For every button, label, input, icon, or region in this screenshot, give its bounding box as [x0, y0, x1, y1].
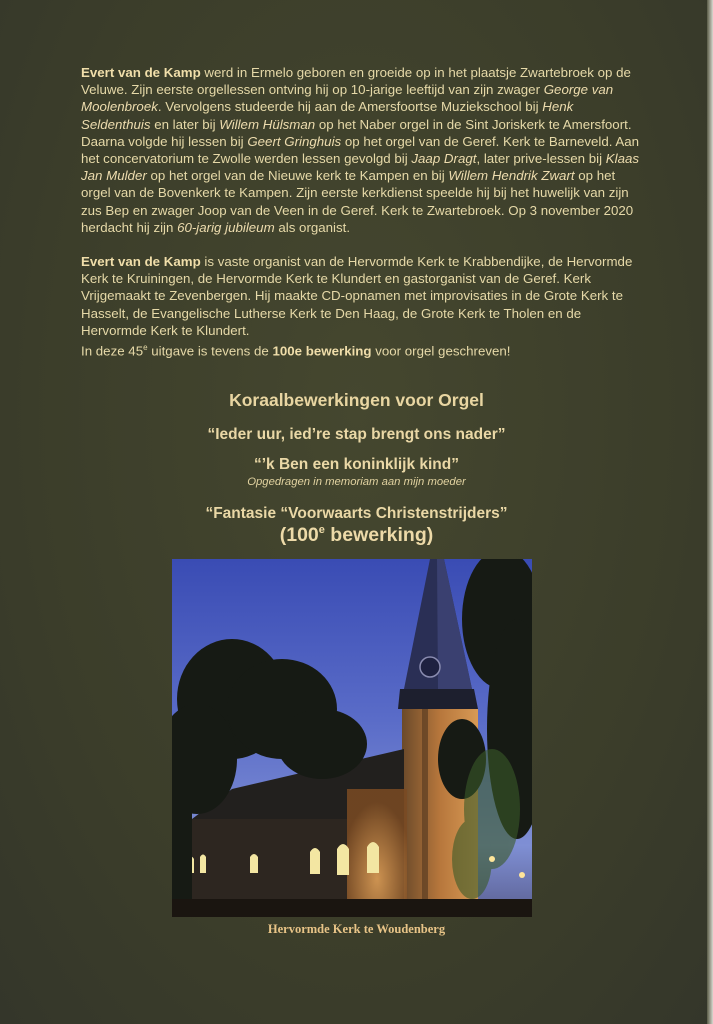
bio-paragraph-1: Evert van de Kamp werd in Ermelo geboren en groeide op in het plaatsje Zwartebroek op de Veluwe. Zijn eerste orgellessen ontving hij op 10-jarige leeftijd van zijn zwager George van Moolenbroek. Vervolgens studeerde hij aan de Amersfoortse Muziekschool bij Henk Seldenthuis en later bij Willem Hülsman op het Naber orgel in de Sint Joriskerk te Amersfoort. Daarna volgde hij lessen bij Geert Gringhuis op het orgel van de Geref. Kerk te Barneveld. Aan het concervatorium te Zwolle werden lessen gevolgd bij Jaap Dragt, later prive-lessen bij Klaas Jan Mulder op het orgel van de Nieuwe kerk te Kampen en bij Willem Hendrik Zwart op het orgel van de Bovenkerk te Kampen. Zijn eerste kerkdienst speelde hij bij het huwelijk van zijn zus Bep en zwager Joop van de Veen in de Geref. Kerk te Zwartebroek. Op 3 november 2020 herdacht hij zijn 60-jarig jubileum als organist. — [81, 65, 640, 235]
teacher-name: Willem Hendrik Zwart — [448, 168, 575, 184]
church-photo — [172, 559, 532, 917]
teacher-name: George van Moolenbroek — [81, 82, 614, 115]
piece-title-3: “Fantasie “Voorwaarts Christenstrijders” — [205, 505, 508, 522]
bio-paragraph-2: Evert van de Kamp is vaste organist van de Hervormde Kerk te Krabbendijke, de Hervormde Kerk te Kruiningen, de Hervormde Kerk te Klundert en gastorganist van de Geref. Kerk Vrijgemaakt te Zevenbergen. Hij maakte CD-opnamen met improvisaties in de Grote Kerk te Hasselt, de Evangelische Lutherse Kerk te Den Haag, de Grote Kerk te Tholen en de Hervormde Kerk te Klundert. In deze 45e uitgave is tevens de 100e bewerking voor orgel geschreven! — [81, 254, 633, 359]
biography — [81, 64, 643, 360]
teacher-name: Henk Seldenthuis — [81, 99, 574, 132]
highlight-text: 100e bewerking — [272, 343, 372, 359]
teacher-name: Willem Hülsman — [219, 116, 316, 132]
organist-name: Evert van de Kamp — [81, 65, 201, 80]
photo-caption: Hervormde Kerk te Woudenberg — [267, 922, 446, 936]
teacher-name: Klaas Jan Mulder — [81, 151, 640, 184]
jubilee-text: 60-jarig jubileum — [177, 219, 275, 235]
teacher-name: Geert Gringhuis — [247, 133, 342, 149]
piece-title-1: “Ieder uur, ied’re stap brengt ons nader” — [207, 426, 506, 443]
organist-name: Evert van de Kamp — [81, 254, 201, 270]
teacher-name: Jaap Dragt — [411, 151, 477, 167]
dedication-text: Opgedragen in memoriam aan mijn moeder — [247, 476, 466, 488]
piece-title-2: “’k Ben een koninklijk kind” — [254, 456, 459, 473]
section-heading: Koraalbewerkingen voor Orgel — [229, 390, 484, 410]
hundredth-arrangement-label: (100e bewerking) — [279, 524, 434, 546]
